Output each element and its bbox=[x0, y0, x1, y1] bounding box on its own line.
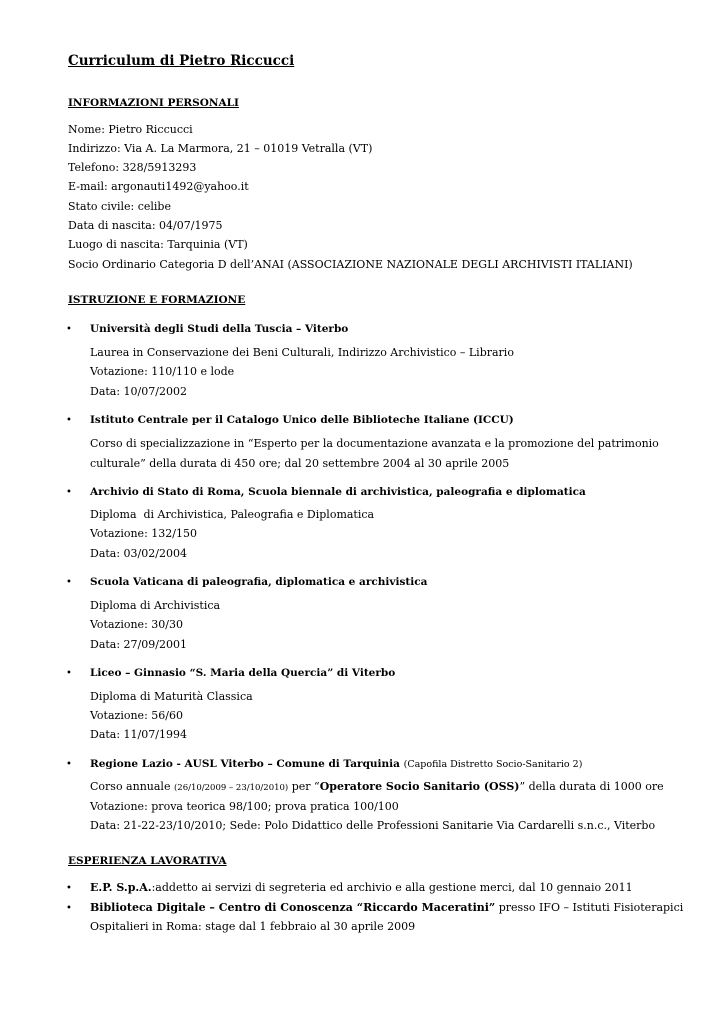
personal-anai-membership: Socio Ordinario Categoria D dell’ANAI (ASSOCIAZIONE NAZIONALE DEGLI ARCHIVISTI ITALIANI) bbox=[68, 258, 633, 271]
education-line: Data: 27/09/2001 bbox=[90, 638, 187, 651]
education-line: Votazione: 30/30 bbox=[90, 618, 183, 631]
work-description: :addetto ai servizi di segreteria ed archivio e alla gestione merci, dal 10 gennaio 2011 bbox=[151, 881, 633, 894]
education-line: Votazione: prova teorica 98/100; prova pratica 100/100 bbox=[90, 800, 399, 813]
education-line: Diploma di Maturità Classica bbox=[90, 690, 253, 703]
education-line: culturale” della durata di 450 ore; dal 20 settembre 2004 al 30 aprile 2005 bbox=[90, 457, 510, 470]
bullet-icon: • bbox=[66, 883, 72, 894]
bullet-icon: • bbox=[66, 487, 72, 498]
work-item-biblioteca bbox=[90, 901, 684, 915]
education-title-regione-lazio bbox=[90, 757, 582, 772]
education-title-liceo: Liceo – Ginnasio “S. Maria della Quercia” di Viterbo bbox=[90, 667, 396, 679]
work-heading: ESPERIENZA LAVORATIVA bbox=[68, 855, 227, 867]
education-line: Data: 03/02/2004 bbox=[90, 547, 187, 560]
education-heading: ISTRUZIONE E FORMAZIONE bbox=[68, 294, 246, 306]
oss-text-c: ” della durata di 1000 ore bbox=[519, 780, 664, 793]
education-line: Diploma di Archivistica bbox=[90, 599, 221, 612]
education-title-text: Regione Lazio - AUSL Viterbo – Comune di Tarquinia bbox=[90, 758, 400, 770]
work-description-line2: Ospitalieri in Roma: stage dal 1 febbraio al 30 aprile 2009 bbox=[90, 920, 416, 933]
work-description: presso IFO – Istituti Fisioterapici bbox=[495, 901, 684, 914]
education-line: Diploma di Archivistica, Paleografia e Diplomatica bbox=[90, 508, 375, 521]
personal-phone: Telefono: 328/5913293 bbox=[68, 161, 197, 174]
education-line: Data: 11/07/1994 bbox=[90, 728, 187, 741]
personal-birth-date: Data di nascita: 04/07/1975 bbox=[68, 219, 223, 232]
education-line: Data: 10/07/2002 bbox=[90, 385, 187, 398]
oss-text-a: Corso annuale bbox=[90, 780, 174, 793]
bullet-icon: • bbox=[66, 577, 72, 588]
personal-address: Indirizzo: Via A. La Marmora, 21 – 01019 Vetralla (VT) bbox=[68, 142, 373, 155]
education-line: Laurea in Conservazione dei Beni Culturali, Indirizzo Archivistico – Librario bbox=[90, 346, 514, 359]
education-title-scuola-vaticana: Scuola Vaticana di paleografia, diplomatica e archivistica bbox=[90, 576, 428, 588]
education-title-archivio-roma: Archivio di Stato di Roma, Scuola biennale di archivistica, paleografia e diplomatica bbox=[90, 486, 586, 498]
personal-birth-place: Luogo di nascita: Tarquinia (VT) bbox=[68, 238, 248, 251]
education-title-note: (Capofila Distretto Socio-Sanitario 2) bbox=[403, 759, 583, 770]
education-title-tuscia: Università degli Studi della Tuscia – Viterbo bbox=[90, 323, 349, 335]
work-employer: E.P. S.p.A. bbox=[90, 881, 152, 894]
oss-text-b: per “ bbox=[288, 780, 320, 793]
personal-email: E-mail: argonauti1492@yahoo.it bbox=[68, 180, 249, 193]
personal-info-heading: INFORMAZIONI PERSONALI bbox=[68, 97, 239, 109]
bullet-icon: • bbox=[66, 903, 72, 914]
oss-bold: Operatore Socio Sanitario (OSS) bbox=[319, 780, 520, 793]
bullet-icon: • bbox=[66, 668, 72, 679]
work-item-ep bbox=[90, 881, 633, 895]
bullet-icon: • bbox=[66, 415, 72, 426]
education-title-iccu: Istituto Centrale per il Catalogo Unico delle Biblioteche Italiane (ICCU) bbox=[90, 414, 514, 426]
personal-name: Nome: Pietro Riccucci bbox=[68, 123, 193, 136]
education-line: Corso di specializzazione in “Esperto per la documentazione avanzata e la promozione del patrimonio bbox=[90, 437, 659, 450]
education-line: Votazione: 56/60 bbox=[90, 709, 183, 722]
bullet-icon: • bbox=[66, 759, 72, 770]
education-oss-line bbox=[90, 780, 664, 795]
oss-dates: (26/10/2009 – 23/10/2010) bbox=[173, 783, 289, 793]
education-line: Votazione: 110/110 e lode bbox=[90, 365, 235, 378]
document-title: Curriculum di Pietro Riccucci bbox=[68, 53, 295, 69]
education-line: Votazione: 132/150 bbox=[90, 527, 197, 540]
education-line: Data: 21-22-23/10/2010; Sede: Polo Didattico delle Professioni Sanitarie Via Cardarelli s.n.c., Viterbo bbox=[90, 819, 656, 832]
bullet-icon: • bbox=[66, 324, 72, 335]
work-employer: Biblioteca Digitale – Centro di Conoscenza “Riccardo Maceratini” bbox=[90, 901, 496, 914]
personal-civil-status: Stato civile: celibe bbox=[68, 200, 171, 213]
